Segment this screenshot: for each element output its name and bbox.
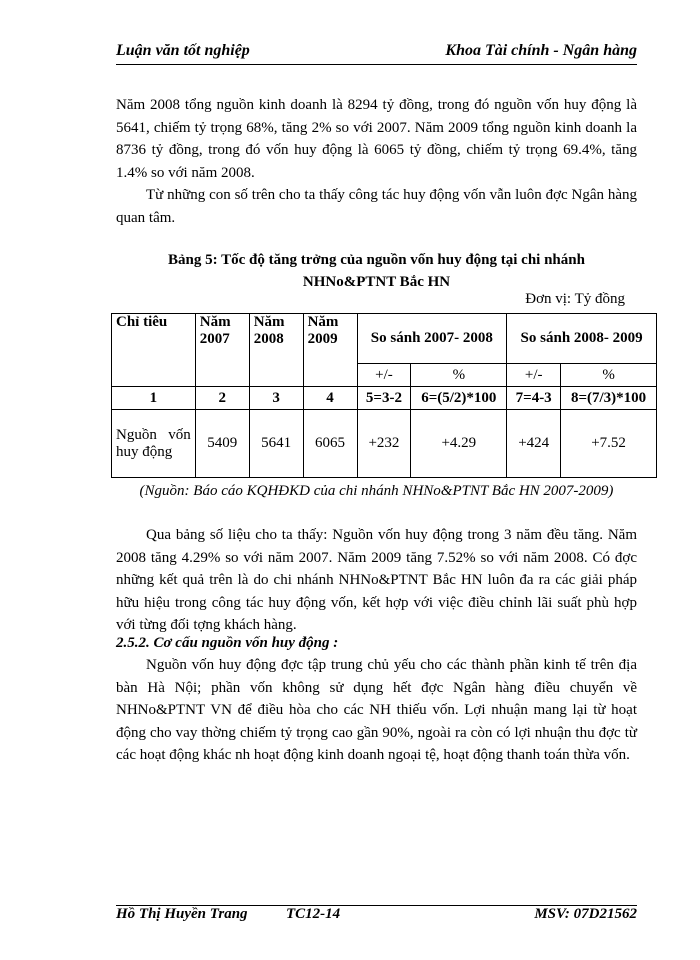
- value-2007: 5409: [195, 410, 249, 478]
- index-cell: 1: [112, 387, 196, 410]
- header-thesis-label: Luận văn tốt nghiệp: [116, 42, 250, 59]
- paragraph-structure-text: Nguồn vốn huy động đợc tập trung chủ yếu cho các thành phần kinh tế trên địa bàn Hà Nội; phần vốn không sử dụng hết đợc Ngân hàng điều chuyển về NHNo&PTNT VN để điều hòa cho các NH thiếu vốn. Lợi nhuận mang lại từ hoạt động cho vay thờng chiếm tỷ trọng cao gần 90%, ngoài ra còn có lợi nhuận thu đợc từ các hoạt động khác nh hoạt động kinh doanh ngoại tệ, hoạt động thanh toán thừa vốn.: [116, 657, 637, 763]
- header-divider: [116, 64, 637, 65]
- pct-2007-2008: +4.29: [411, 410, 507, 478]
- header-year-2009: Năm 2009: [303, 314, 357, 387]
- header-year-2007: Năm 2007: [195, 314, 249, 387]
- index-cell: 6=(5/2)*100: [411, 387, 507, 410]
- subheader-pct-1: %: [411, 364, 507, 387]
- header-year-2008: Năm 2008: [249, 314, 303, 387]
- table-source-note: (Nguồn: Báo cáo KQHĐKD của chi nhánh NHNo&PTNT Bắc HN 2007-2009): [139, 483, 614, 499]
- value-2009: 6065: [303, 410, 357, 478]
- section-heading: 2.5.2. Cơ cấu nguồn vốn huy động :: [116, 635, 339, 651]
- growth-table: [111, 313, 657, 478]
- table-title: [116, 249, 637, 293]
- pct-2008-2009: +7.52: [561, 410, 657, 478]
- footer-student-id: MSV: 07D21562: [534, 906, 637, 922]
- footer-class: TC12-14: [286, 906, 341, 922]
- page-footer: [116, 906, 637, 928]
- page-header: [116, 42, 637, 64]
- value-2008: 5641: [249, 410, 303, 478]
- row-label-mobilized-capital: Nguồn vốn huy động: [112, 410, 196, 478]
- paragraph-2008-2009-summary: Năm 2008 tổng nguồn kinh doanh là 8294 tỷ đồng, trong đó nguồn vốn huy động là 5641, chiếm tỷ trọng 68%, tăng 2% so với 2007. Năm 2009 tổng nguồn kinh doanh la 8736 tỷ đồng, trong đó vốn huy động là 6065 tỷ đồng, chiếm tỷ trọng 69.4%, tăng 1.4% so với năm 2008.: [116, 97, 637, 181]
- index-cell: 3: [249, 387, 303, 410]
- footer-author: Hồ Thị Huyền Trang: [116, 906, 248, 922]
- table-index-row: [112, 387, 657, 410]
- header-compare-2007-2008: So sánh 2007- 2008: [357, 314, 507, 364]
- paragraph-conclusion-text: Từ những con số trên cho ta thấy công tác huy động vốn vẫn luôn đợc Ngân hàng quan tâm.: [116, 187, 637, 226]
- index-cell: 2: [195, 387, 249, 410]
- header-faculty-label: Khoa Tài chính - Ngân hàng: [445, 42, 637, 59]
- table-title-line1: Bảng 5: Tốc độ tăng trởng của nguồn vốn huy động tại chi nhánh: [168, 252, 585, 268]
- subheader-diff-2: +/-: [507, 364, 561, 387]
- subheader-diff-1: +/-: [357, 364, 411, 387]
- index-cell: 5=3-2: [357, 387, 411, 410]
- paragraph-analysis-text: Qua bảng số liệu cho ta thấy: Nguồn vốn huy động trong 3 năm đều tăng. Năm 2008 tăng 4.29% so với năm 2007. Năm 2009 tăng 7.52% so với năm 2008. Có đợc những kết quả trên là do chi nhánh NHNo&PTNT Bắc HN luôn đa ra các giải pháp hữu hiệu trong công tác huy động vốn, kết hợp với việc điều chỉnh lãi suất phù hợp với từng đối tợng khách hàng.: [116, 527, 637, 633]
- paragraph-conclusion: [116, 184, 637, 229]
- index-cell: 7=4-3: [507, 387, 561, 410]
- index-cell: 4: [303, 387, 357, 410]
- table-data-row: [112, 410, 657, 478]
- diff-2007-2008: +232: [357, 410, 411, 478]
- subheader-pct-2: %: [561, 364, 657, 387]
- index-cell: 8=(7/3)*100: [561, 387, 657, 410]
- diff-2008-2009: +424: [507, 410, 561, 478]
- table-title-line2: NHNo&PTNT Bắc HN: [302, 274, 451, 290]
- table-header-row: [112, 314, 657, 364]
- paragraph-structure: [116, 654, 637, 767]
- paragraph-analysis: [116, 524, 637, 637]
- header-compare-2008-2009: So sánh 2008- 2009: [507, 314, 657, 364]
- header-indicator: Chỉ tiêu: [112, 314, 196, 387]
- table-unit: Đơn vị: Tỷ đồng: [525, 291, 625, 307]
